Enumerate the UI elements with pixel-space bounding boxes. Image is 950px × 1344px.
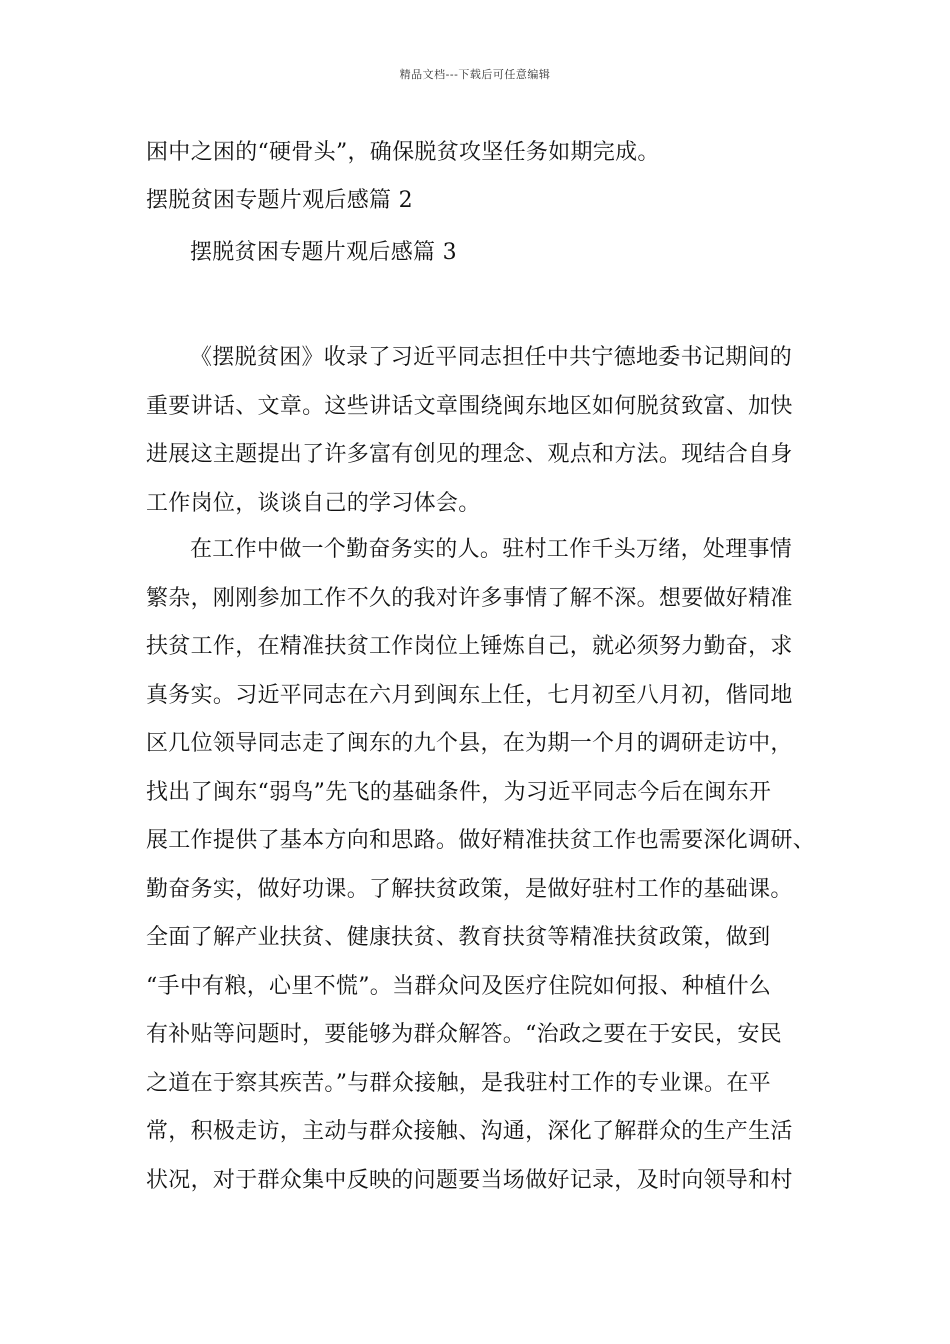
paragraph-line: 工作岗位，谈谈自己的学习体会。: [146, 490, 481, 516]
paragraph-line: 状况，对于群众集中反映的问题要当场做好记录，及时向领导和村: [146, 1167, 793, 1193]
paragraph-line: 全面了解产业扶贫、健康扶贫、教育扶贫等精准扶贫政策，做到: [146, 925, 771, 950]
paragraph-line: 《摆脱贫困》收录了习近平同志担任中共宁德地委书记期间的: [190, 345, 793, 370]
paragraph-line: 繁杂，刚刚参加工作不久的我对许多事情了解不深。想要做好精准: [146, 585, 793, 611]
paragraph-line: 在工作中做一个勤奋务实的人。驻村工作千头万绪，处理事情: [190, 537, 793, 562]
paragraph-line: 有补贴等问题时，要能够为群众解答。“治政之要在于安民，安民: [146, 1022, 782, 1047]
paragraph-line: 区几位领导同志走了闽东的九个县，在为期一个月的调研走访中，: [146, 731, 793, 756]
paragraph-2: [146, 526, 816, 1205]
page-header: 精品文档---下载后可任意编辑: [399, 68, 551, 81]
paragraph-line: 扶贫工作，在精准扶贫工作岗位上锤炼自己，就必须努力勤奋，求: [146, 634, 793, 659]
continued-line: 困中之困的“硬骨头”，确保脱贫攻坚任务如期完成。: [146, 140, 660, 165]
paragraph-line: 展工作提供了基本方向和思路。做好精准扶贫工作也需要深化调研、: [146, 828, 816, 853]
section-heading-3: 摆脱贫困专题片观后感篇 3: [190, 240, 457, 265]
paragraph-line: “手中有粮，心里不慌”。当群众问及医疗住院如何报、种植什么: [146, 973, 772, 999]
paragraph-line: 进展这主题提出了许多富有创见的理念、观点和方法。现结合自身: [146, 442, 793, 467]
paragraph-line: 之道在于察其疾苦。”与群众接触，是我驻村工作的专业课。在平: [146, 1070, 771, 1096]
paragraph-line: 勤奋务实，做好功课。了解扶贫政策，是做好驻村工作的基础课。: [146, 876, 793, 902]
paragraph-line: 常，积极走访，主动与群众接触、沟通，深化了解群众的生产生活: [146, 1119, 793, 1144]
section-heading-2: 摆脱贫困专题片观后感篇 2: [146, 188, 413, 213]
paragraph-1: [146, 334, 816, 528]
paragraph-line: 找出了闽东“弱鸟”先飞的基础条件，为习近平同志今后在闽东开: [146, 779, 772, 805]
paragraph-line: 真务实。习近平同志在六月到闽东上任，七月初至八月初，偕同地: [146, 682, 793, 708]
paragraph-line: 重要讲话、文章。这些讲话文章围绕闽东地区如何脱贫致富、加快: [146, 393, 793, 419]
